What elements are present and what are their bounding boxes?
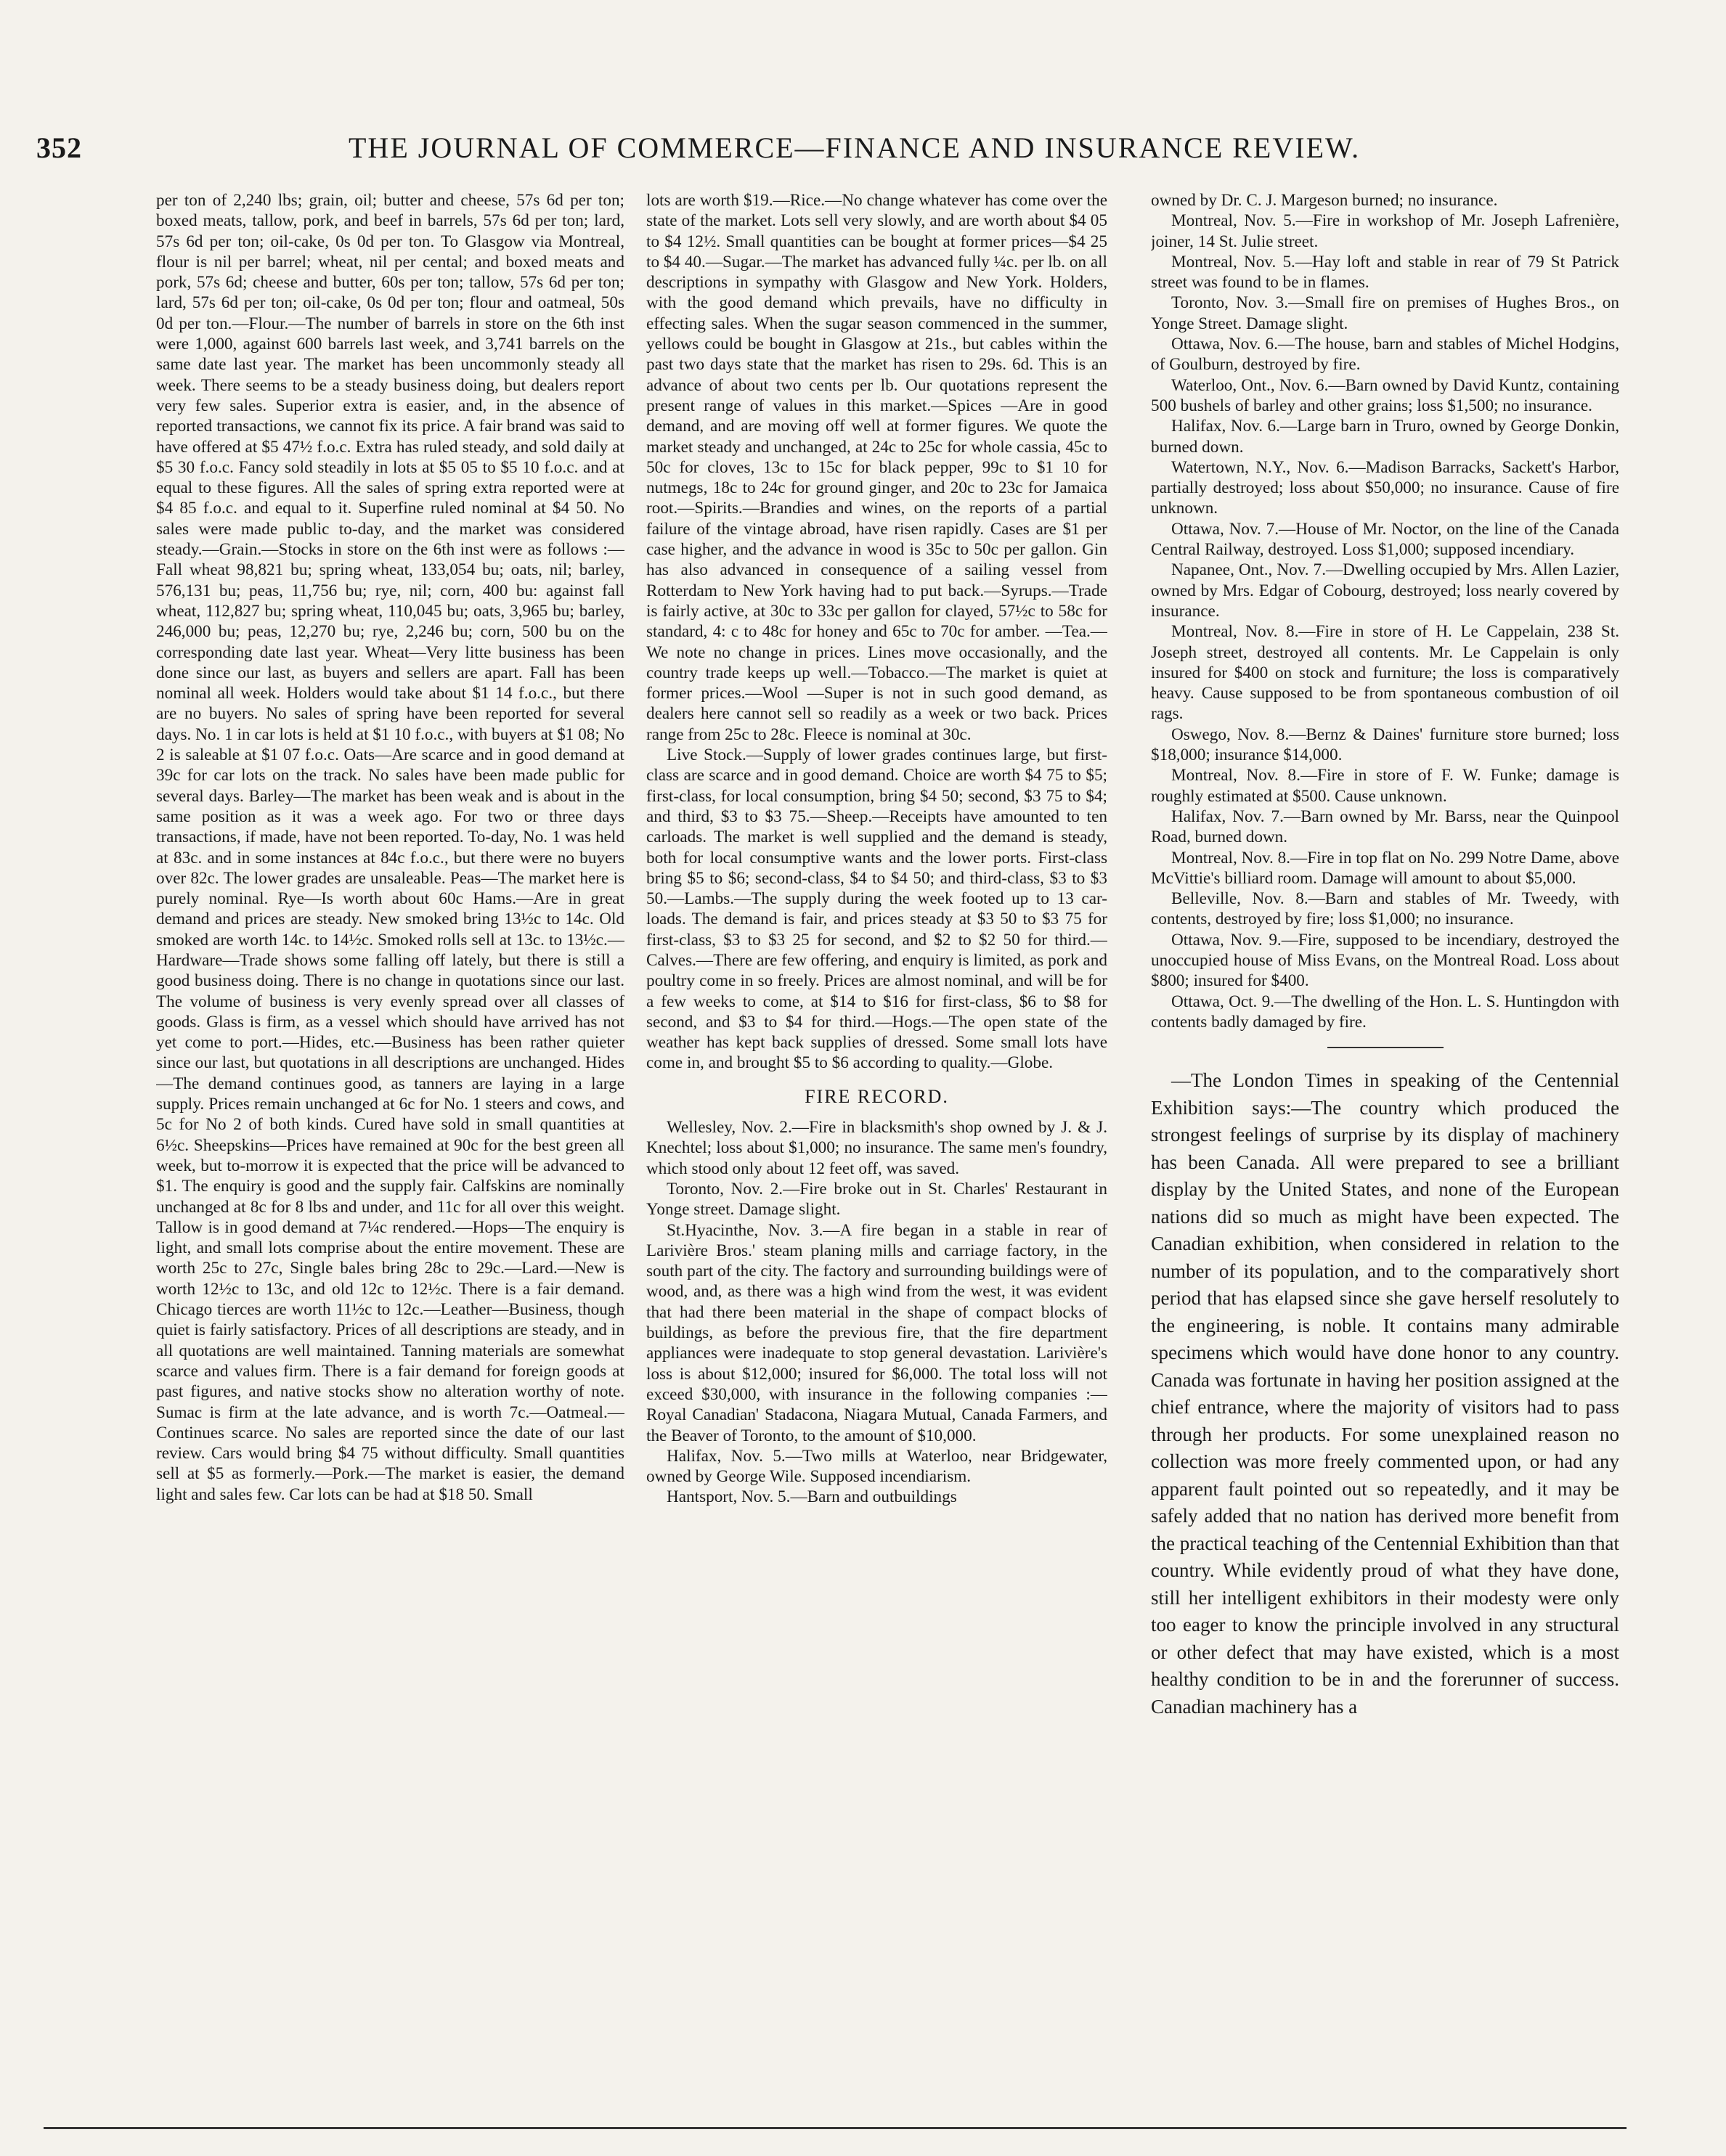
editorial-section — [1151, 1067, 1619, 1720]
fire-entry: Montreal, Nov. 8.—Fire in store of H. Le Cappelain, 238 St. Joseph street, destroyed all contents. Mr. Le Cappelain is only insured for $400 on stock and furniture; the loss is comparatively heavy. Cause supposed to be from spontaneous combustion of oil rags. — [1151, 622, 1619, 724]
fire-entry: Montreal, Nov. 5.—Fire in workshop of Mr. Joseph Lafrenière, joiner, 14 St. Julie street. — [1151, 211, 1619, 251]
column-3-fire-record-and-editorial — [1151, 190, 1619, 2056]
live-stock-report: Live Stock.—Supply of lower grades continues large, but first-class are scarce and in good demand. Choice are worth $4 75 to $5; first-class, for local consumption, bring $4 50; second, $3 75 to $4; and third, $3 to $3 75.—Sheep.—Receipts have amounted to ten carloads. The market is well supplied and the demand is steady, both for local consumptive wants and the lower ports. First-class bring $5 to $6; second-class, $4 to $4 50; and third-class, $3 to $3 50.—Lambs.—The supply during the week footed up to 13 car-loads. The demand is fair, and prices steady at $3 50 to $3 75 for first-class, $3 to $3 25 for second, and $2 to $2 50 for third.—Calves.—There are few offering, and enquiry is limited, as pork and poultry come in so freely. Prices are almost nominal, and will be for a few weeks to come, at $14 to $16 for first-class, $6 to $8 for second, and $3 to $4 for third.—Hogs.—The open state of the weather has kept back supplies of dressed. Some small lots have come in, and brought $5 to $6 according to quality.—Globe. — [646, 746, 1107, 1073]
fire-entry: Halifax, Nov. 7.—Barn owned by Mr. Barss, near the Quinpool Road, burned down. — [1151, 807, 1619, 847]
fire-entry: Montreal, Nov. 5.—Hay loft and stable in rear of 79 St Patrick street was found to be in flames. — [1151, 252, 1619, 293]
fire-entry: Ottawa, Nov. 7.—House of Mr. Noctor, on the line of the Canada Central Railway, destroyed. Loss $1,000; supposed incendiary. — [1151, 519, 1619, 560]
fire-entry: Toronto, Nov. 3.—Small fire on premises of Hughes Bros., on Yonge Street. Damage slight. — [1151, 293, 1619, 333]
fire-entry: Ottawa, Nov. 9.—Fire, supposed to be incendiary, destroyed the unoccupied house of Miss Evans, on the Montreal Road. Loss about $800; insured for $400. — [1151, 930, 1619, 991]
page-number: 352 — [36, 131, 82, 164]
market-report-continued: lots are worth $19.—Rice.—No change whatever has come over the state of the market. Lots sell very slowly, and are worth about $4 05 to $4 12½. Small quantities can be bought at former prices—$4 25 to $4 40.—Sugar.—The market has advanced fully ¼c. per lb. on all descriptions in sympathy with Glasgow and New York. Holders, with the good demand which prevails, have no difficulty in effecting sales. When the sugar season commenced in the summer, yellows could be bought in Glasgow at 21s., but cables within the past two days state that the market has risen to 29s. 6d. This is an advance of about two cents per lb. Our quotations represent the present range of values in this market.—Spices —Are in good demand, and are moving off well at former figures. We quote the market steady and unchanged, at 24c to 25c for whole cassia, 45c to 50c for cloves, 13c to 15c for black pepper, 99c to $1 10 for nutmegs, 18c to 24c for ground ginger, and 20c to 23c for Jamaica root.—Spirits.—Brandies and wines, on the reports of a partial failure of the vintage abroad, have risen rapidly. Cases are $1 per case higher, and the advance in wood is 35c to 50c per gallon. Gin has also advanced in consequence of a sailing vessel from Rotterdam to New York having had to put back.—Syrups.—Trade is fairly active, at 30c to 33c per gallon for clayed, 57½c to 58c for standard, 4: c to 48c for honey and 65c to 70c for amber. —Tea.—We note no change in prices. Lines move occasionally, and the country trade keeps up well.—Tobacco.—The market is quiet at former prices.—Wool —Super is not in such good demand, as dealers here cannot sell so readily as a week or two back. Prices range from 25c to 28c. Fleece is nominal at 30c. — [646, 191, 1107, 744]
fire-entry: Montreal, Nov. 8.—Fire in store of F. W. Funke; damage is roughly estimated at $500. Cause unknown. — [1151, 766, 1619, 806]
fire-entry: Toronto, Nov. 2.—Fire broke out in St. Charles' Restaurant in Yonge street. Damage slight. — [646, 1179, 1107, 1220]
fire-entry: Hantsport, Nov. 5.—Barn and outbuildings — [667, 1487, 957, 1507]
fire-entry: Ottawa, Nov. 6.—The house, barn and stables of Michel Hodgins, of Goulburn, destroyed by fire. — [1151, 335, 1619, 375]
section-divider — [1327, 1047, 1444, 1048]
page-bottom-rule — [44, 2127, 1627, 2129]
running-head-title: THE JOURNAL OF COMMERCE—FINANCE AND INSURANCE REVIEW. — [349, 131, 1361, 164]
fire-entry: Ottawa, Oct. 9.—The dwelling of the Hon. L. S. Huntingdon with contents badly damaged by fire. — [1151, 992, 1619, 1032]
fire-entry: Wellesley, Nov. 2.—Fire in blacksmith's shop owned by J. & J. Knechtel; loss about $1,000; no insurance. The same men's foundry, which stood only about 12 feet off, was saved. — [646, 1118, 1107, 1178]
fire-entry: Oswego, Nov. 8.—Bernz & Daines' furniture store burned; loss $18,000; insurance $14,000. — [1151, 724, 1619, 765]
fire-record-heading: FIRE RECORD. — [805, 1085, 949, 1107]
fire-entry: Napanee, Ont., Nov. 7.—Dwelling occupied by Mrs. Allen Lazier, owned by Mrs. Edgar of Cobourg, destroyed; loss nearly covered by insurance. — [1151, 560, 1619, 621]
fire-entry: Halifax, Nov. 6.—Large barn in Truro, owned by George Donkin, burned down. — [1151, 417, 1619, 457]
fire-entry: Montreal, Nov. 8.—Fire in top flat on No. 299 Notre Dame, above McVittie's billiard room. Damage will amount to about $5,000. — [1151, 848, 1619, 888]
column-2-market-and-fire-record — [646, 190, 1107, 2056]
market-report-text: per ton of 2,240 lbs; grain, oil; butter and cheese, 57s 6d per ton; boxed meats, tallow, pork, and beef in barrels, 57s 6d per ton; lard, 57s 6d per ton; oil-cake, 0s 0d per ton. To Glasgow via Montreal, flour is nil per barrel; wheat, nil per cental; and boxed meats and pork, 57s 6d; cheese and butter, 60s per ton; tallow, 57s 6d per ton; lard, 57s 6d per ton; oil-cake, 0s 0d per ton; flour and oatmeal, 50s 0d per ton.—Flour.—The number of barrels in store on the 6th inst were 1,000, against 600 barrels last week, and 3,741 barrels on the same date last year. The market has been uncommonly steady all week. There seems to be a steady business doing, but dealers report very few sales. Superior extra is easier, and, in the absence of reported transactions, we cannot fix its price. A fair brand was said to have offered at $5 47½ f.o.c. Extra has ruled steady, and sold daily at $5 30 f.o.c. Fancy sold steadily in lots at $5 05 to $5 10 f.o.c. and at equal to these figures. All the sales of spring extra reported were at $4 85 f.o.c. and equal to it. Superfine ruled nominal at $4 50. No sales were made public to-day, and the market was considered steady.—Grain.—Stocks in store on the 6th inst were as follows :—Fall wheat 98,821 bu; spring wheat, 133,054 bu; oats, nil; barley, 576,131 bu; peas, 11,756 bu; rye, nil; corn, 400 bu: against fall wheat, 112,827 bu; spring wheat, 110,045 bu; oats, 3,965 bu; barley, 246,000 bu; peas, 12,270 bu; rye, 2,246 bu; corn, 500 bu on the corresponding date last year. Wheat—Very litte business has been done since our last, as buyers and sellers are apart. Fall has been nominal all week. Holders would take about $1 14 f.o.c., but there are no buyers. No sales of spring have been reported for several days. No. 1 in car lots is held at $1 10 f.o.c., with buyers at $1 08; No 2 is saleable at $1 07 f.o.c. Oats—Are scarce and in good demand at 39c for car lots on the track. No sales have been made public for several days. Barley—The market has been weak and is about in the same position as it was a week ago. For two or three days transactions, if made, have not been reported. To-day, No. 1 was held at 83c. and in some instances at 84c f.o.c., but there were no buyers over 82c. The lower grades are unsaleable. Peas—The market here is purely nominal. Rye—Is worth about 60c Hams.—Are in great demand and prices are steady. New smoked bring 13½c to 14c. Old smoked are worth 14c. to 14½c. Smoked rolls sell at 13c. to 13½c.—Hardware—Trade shows some falling off lately, but there is still a good business doing. There is no change in quotations since our last. The volume of business is very evenly spread over all classes of goods. Glass is firm, as a vessel which should have arrived has not yet come to port.—Hides, etc.—Business has been rather quieter since our last, but quotations in all descriptions are unchanged. Hides—The demand continues good, as tanners are laying in a large supply. Prices remain unchanged at 6c for No. 1 steers and cows, and 5c for No 2 of both kinds. Cured have sold in small quantities at 6½c. Sheepskins—Prices have remained at 90c for the best green all week, but to-morrow it is expected that the price will be advanced to $1. The enquiry is good and the supply fair. Calfskins are nominally unchanged at 8c for 8 lbs and under, and 11c for all over this weight. Tallow is in good demand at 7¼c rendered.—Hops—The enquiry is light, and small lots comprise about the entire movement. These are worth 25c to 27c, Single bales bring 28c to 29c.—Lard.—New is worth 12½c to 13c, and old 12c to 12½c. There is a fair demand. Chicago tierces are worth 11½c to 12c.—Leather—Business, though quiet is fairly satisfactory. Prices of all descriptions are steady, and in all quotations are well maintained. Tanning materials are somewhat scarce and values firm. There is a fair demand for foreign goods at past figures, and native stocks show no alteration worthy of note. Sumac is firm at the late advance, and is worth 7c.—Oatmeal.—Continues scarce. No sales are reported since the date of our last review. Cars would bring $4 75 without difficulty. Small quantities sell at $5 as formerly.—Pork.—The market is easier, the demand light and sales few. Car lots can be had at $18 50. Small — [156, 191, 624, 1504]
fire-entry: St.Hyacinthe, Nov. 3.—A fire began in a stable in rear of Larivière Bros.' steam planing mills and carriage factory, in the south part of the city. The factory and surrounding buildings were of wood, and, as there was a high wind from the west, it was evident that had there been material in the shape of compact blocks of buildings, as before the previous fire, that the fire department appliances were inadequate to stop general devastation. Larivière's loss is about $12,000; insured for $6,000. The total loss will not exceed $30,000, with insurance in the following companies :—Royal Canadian' Stadacona, Niagara Mutual, Canada Farmers, and the Beaver of Toronto, to the amount of $10,000. — [646, 1220, 1107, 1445]
fire-entry: Halifax, Nov. 5.—Two mills at Waterloo, near Bridgewater, owned by George Wile. Supposed incendiarism. — [646, 1446, 1107, 1487]
fire-entry: owned by Dr. C. J. Margeson burned; no insurance. — [1151, 191, 1498, 210]
editorial-text: —The London Times in speaking of the Centennial Exhibition says:—The country which produced the strongest feelings of surprise by its display of machinery has been Canada. All were prepared to see a brilliant display by the United States, and none of the European nations did so much as might have been expected. The Canadian exhibition, when considered in relation to the number of its population, and to the comparatively short period that has elapsed since she gave herself resolutely to the engineering, is noble. It contains many admirable specimens which would have done honor to any country. Canada was fortunate in having her position assigned at the chief entrance, where the majority of visitors had to pass through her products. For some unexplained reason no collection was more freely commented upon, or had any apparent fault pointed out so repeatedly, and it may be safely added that no nation has derived more benefit from the practical teaching of the Centennial Exhibition than that country. While evidently proud of what they have done, still her intelligent exhibitors in their modesty were only too eager to know the principle involved in any structural or other defect that may have existed, which is a most healthy condition to be in and the forerunner of success. Canadian machinery has a — [1151, 1069, 1619, 1718]
page-header — [36, 131, 1634, 174]
fire-entry: Belleville, Nov. 8.—Barn and stables of Mr. Tweedy, with contents, destroyed by fire; loss $1,000; no insurance. — [1151, 889, 1619, 929]
fire-entry: Waterloo, Ont., Nov. 6.—Barn owned by David Kuntz, containing 500 bushels of barley and other grains; loss $1,500; no insurance. — [1151, 375, 1619, 415]
column-1-market-report — [156, 190, 624, 2056]
fire-entry: Watertown, N.Y., Nov. 6.—Madison Barracks, Sackett's Harbor, partially destroyed; loss about $50,000; no insurance. Cause of fire unknown. — [1151, 457, 1619, 518]
